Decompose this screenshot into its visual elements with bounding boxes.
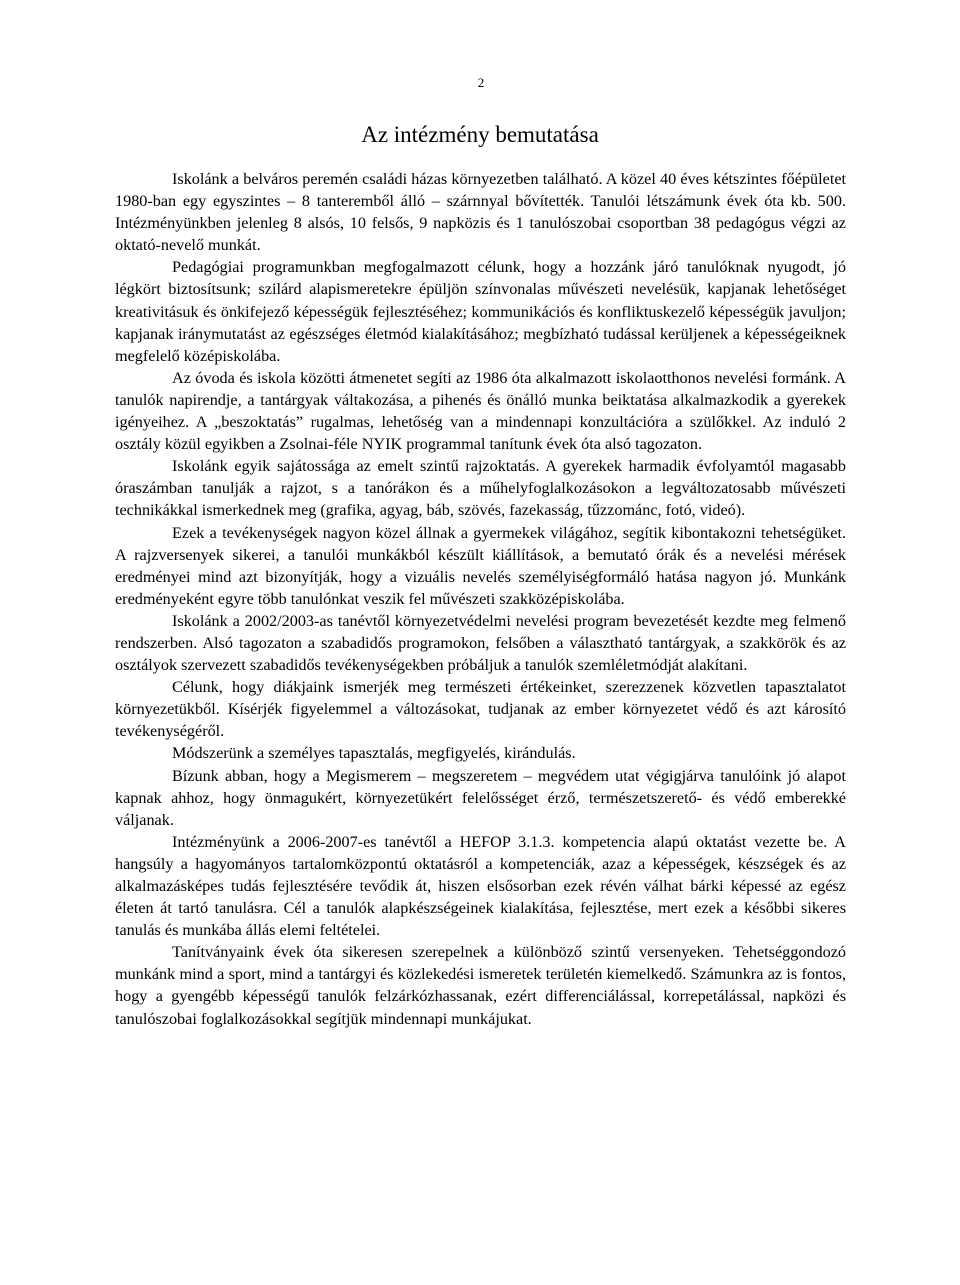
paragraph-transition: Az óvoda és iskola közötti átmenetet segíti az 1986 óta alkalmazott iskolaotthonos nevelési formánk. A tanulók napirendje, a tantárgyak váltakozása, a pihenés és önálló munka beiktatása alkalmazkodik a gyerekek igényeihez. A „beszoktatás” rugalmas, lehetőség van a mindennapi konzultációra a szülőkkel. Az induló 2 osztály közül egyikben a Zsolnai-féle NYIK programmal tanítunk évek óta alsó tagozaton.: [115, 368, 846, 454]
paragraph-competitions: Tanítványaink évek óta sikeresen szerepelnek a különböző szintű versenyeken. Tehetséggondozó munkánk mind a sport, mind a tantárgyi és közlekedési ismeretek területén kiemelkedő. Számunkra az is fontos, hogy a gyengébb képességű tanulók felzárkózhassanak, ezért differenciálással, korrepetálással, napközi és tanulószobai foglalkozásokkal segítjük mindennapi munkájukat.: [115, 943, 846, 1028]
paragraph-activities: Ezek a tevékenységek nagyon közel állnak a gyermekek világához, segítik kibontakozni tehetségüket. A rajzversenyek sikerei, a tanulói munkákból készült kiállítások, a bemutató órák és a nevelési mérések eredményei mind azt bizonyítják, hogy a vizuális nevelés személyiségformáló hatása nagyon jó. Munkánk eredményeként egyre több tanulónkat veszik fel művészeti szakközépiskolába.: [115, 523, 846, 608]
paragraph-competence: Intézményünk a 2006-2007-es tanévtől a HEFOP 3.1.3. kompetencia alapú oktatást vezette be. A hangsúly a hagyományos tartalomközpontú oktatásról a kompetenciák, azaz a képességek, készségek és az alkalmazásképes tudás fejlesztésére tevődik át, hiszen elsősorban ezek révén válhat bárki képessé az egész életen át tartó tanulásra. Cél a tanulók alapkészségeinek kialakítása, fejlesztése, mert ezek a későbbi sikeres tanulás és munkába állás elemi feltételei.: [115, 832, 846, 940]
document-body: [115, 168, 846, 1030]
paragraph-methods: Módszerünk a személyes tapasztalás, megfigyelés, kirándulás.: [172, 744, 576, 763]
page-number: 2: [477, 75, 485, 90]
paragraph-environment-goals: Célunk, hogy diákjaink ismerjék meg természeti értékeinket, szerezzenek közvetlen tapasztalatot környezetükből. Kísérjék figyelemmel a változásokat, tudjanak az ember környezetet védő és azt károsító tevékenységéről.: [115, 678, 846, 741]
page-title: Az intézmény bemutatása: [361, 122, 599, 147]
paragraph-intro: Iskolánk a belváros peremén családi házas környezetben található. A közel 40 éves kétszintes főépületet 1980-ban egy egyszintes – 8 tanteremből álló – szárnnyal bővítették. Tanulói létszámunk évek óta kb. 500. Intézményünkben jelenleg 8 alsós, 10 felsős, 9 napközis és 1 tanulószobai csoportban 38 pedagógus végzi az oktató-nevelő munkát.: [115, 170, 846, 255]
paragraph-motto: Bízunk abban, hogy a Megismerem – megszeretem – megvédem utat végigjárva tanulóink jó alapot kapnak ahhoz, hogy önmagukért, környezetükért felelősséget érző, természetszerető- és védő emberekké váljanak.: [115, 766, 846, 829]
paragraph-goals: Pedagógiai programunkban megfogalmazott célunk, hogy a hozzánk járó tanulóknak nyugodt, jó légkört biztosítsunk; szilárd alapismeretekre épüljön színvonalas művészeti nevelésük, kapjanak lehetőséget kreativitásuk és önkifejező képességük fejlesztéséhez; kommunikációs és konfliktuskezelő képességük javuljon; kapjanak iránymutatást az egészséges életmód kialakításához; megbízható tudással kerüljenek a képességeiknek megfelelő középiskolába.: [115, 258, 846, 365]
paragraph-environment-program: Iskolánk a 2002/2003-as tanévtől környezetvédelmi nevelési program bevezetését kezdte meg felmenő rendszerben. Alsó tagozaton a szabadidős programokon, felsőben a választható tantárgyak, a szakkörök és az osztályok szervezett szabadidős tevékenységekben próbáljuk a tanulók szemléletmódját alakítani.: [115, 611, 846, 675]
paragraph-art-education: Iskolánk egyik sajátossága az emelt szintű rajzoktatás. A gyerekek harmadik évfolyamtól magasabb óraszámban tanulják a rajzot, s a tanórákon és a műhelyfoglalkozásokon a legváltozatosabb művészeti technikákkal ismerkednek meg (grafika, agyag, báb, szövés, fazekasság, tűzzománc, fotó, videó).: [115, 457, 846, 520]
